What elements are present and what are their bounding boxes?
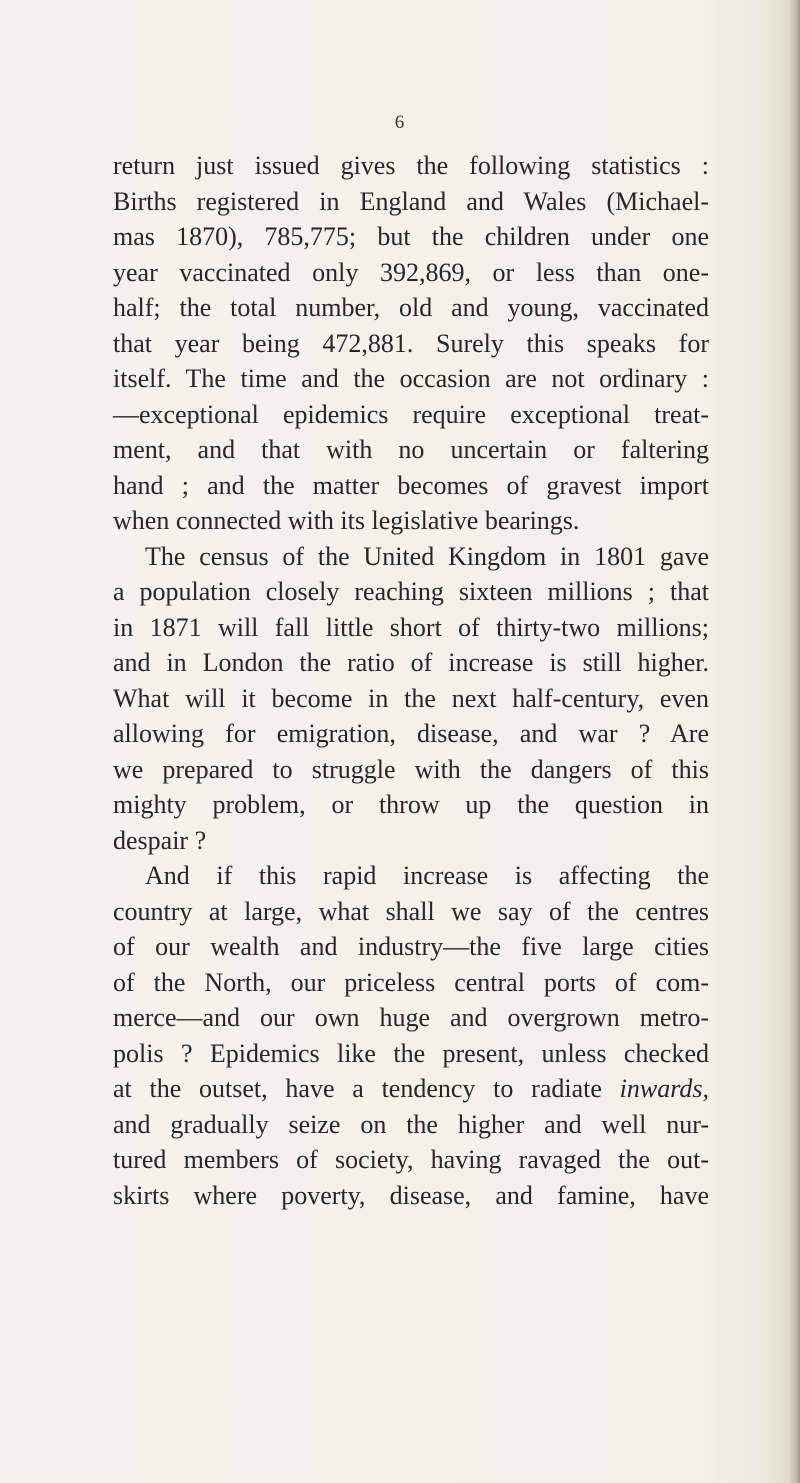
text-line: in 1871 will fall little short of thirty-two millions; [113, 612, 709, 642]
text-line: of our wealth and industry—the five large cities [113, 932, 709, 961]
text-segment: at the outset, have a tendency to radiate [113, 1074, 602, 1103]
page-edge-shadow [788, 0, 800, 1483]
text-line: year vaccinated only 392,869, or less than one- [113, 257, 709, 287]
text-line: And if this rapid increase is affecting the [145, 861, 709, 890]
text-line: —exceptional epidemics require exceptional treat- [113, 399, 709, 429]
text-line: mighty problem, or throw up the question in [113, 790, 709, 819]
text-line: country at large, what shall we say of the centres [113, 896, 709, 926]
text-line: of the North, our priceless central ports of com- [113, 967, 709, 997]
text-line: half; the total number, old and young, vaccinated [113, 293, 709, 322]
text-line: return just issued gives the following statistics : [113, 151, 709, 180]
text-line: that year being 472,881. Surely this speaks for [113, 328, 709, 358]
text-line: Births registered in England and Wales (Michael- [113, 186, 709, 216]
text-line: What will it become in the next half-century, even [113, 683, 709, 713]
page-number: 6 [394, 112, 406, 133]
text-line: a population closely reaching sixteen millions ; that [113, 577, 709, 606]
text-line: and gradually seize on the higher and well nur- [113, 1109, 709, 1139]
text-line: allowing for emigration, disease, and war ? Are [113, 719, 709, 748]
text-line: itself. The time and the occasion are not ordinary : [113, 364, 709, 393]
text-line: The census of the United Kingdom in 1801 gave [145, 541, 709, 571]
text-line: when connected with its legislative bearings. [113, 506, 580, 535]
text-line: mas 1870), 785,775; but the children under one [113, 222, 709, 251]
text-line: and in London the ratio of increase is still higher. [113, 648, 709, 677]
text-line: polis ? Epidemics like the present, unless checked [113, 1038, 709, 1068]
text-line: skirts where poverty, disease, and famine, have [113, 1180, 709, 1210]
text-line: merce—and our own huge and overgrown metro- [113, 1003, 709, 1032]
body-text [113, 148, 709, 1213]
text-line: despair ? [113, 825, 207, 855]
text-line: ment, and that with no uncertain or faltering [113, 435, 709, 464]
text-line: we prepared to struggle with the dangers of this [113, 754, 709, 784]
italic-word: inwards, [619, 1074, 710, 1103]
text-line: tured members of society, having ravaged the out- [113, 1145, 709, 1174]
text-line: hand ; and the matter becomes of gravest import [113, 470, 709, 500]
text-line [113, 1071, 709, 1107]
